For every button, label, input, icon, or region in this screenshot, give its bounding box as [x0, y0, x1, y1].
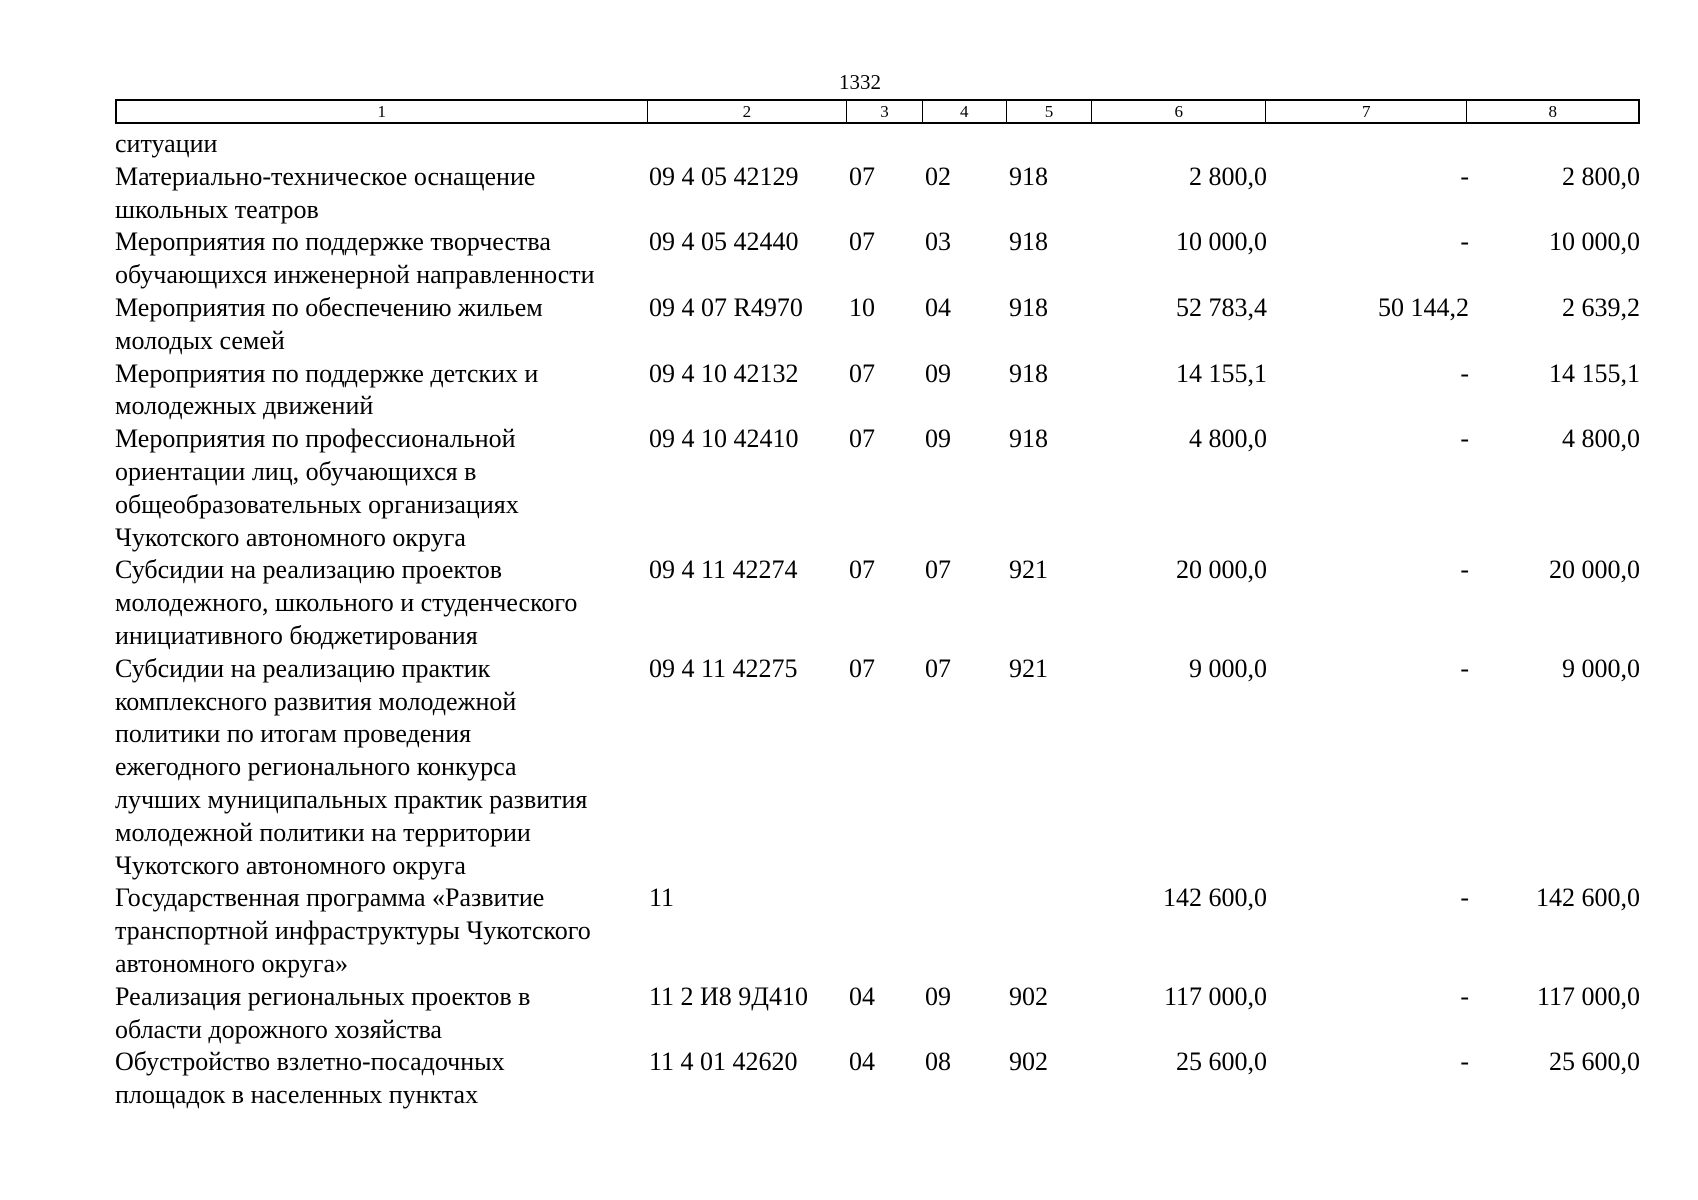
- row-name: Субсидии на реализацию практик комплексного развития молодежной политики по итогам проведения ежегодного регионального конкурса лучших муниципальных практик развития молодежной политики на территории Чукотского автономного округа: [115, 653, 588, 880]
- row-name: Мероприятия по обеспечению жильем молодых семей: [115, 292, 543, 355]
- budget-table-body: [115, 128, 1640, 1112]
- row-section: 10: [849, 292, 875, 322]
- row-name: Материально-техническое оснащение школьных театров: [115, 161, 536, 224]
- row-regional: 2 639,2: [1562, 292, 1640, 322]
- row-regional: 20 000,0: [1549, 555, 1640, 585]
- row-code: 09 4 05 42440: [649, 227, 799, 257]
- row-subsection: 08: [925, 1047, 951, 1077]
- row-regional: 142 600,0: [1536, 883, 1640, 913]
- header-cell-8: 8: [1548, 102, 1557, 121]
- row-department: [1007, 128, 1093, 161]
- table-row: [115, 292, 1640, 358]
- row-total: 142 600,0: [1163, 883, 1267, 913]
- row-subsection: 04: [925, 292, 951, 322]
- row-federal: -: [1460, 161, 1469, 191]
- row-total: 4 800,0: [1189, 424, 1267, 454]
- row-department: [1007, 882, 1093, 980]
- row-department: 902: [1009, 1047, 1048, 1077]
- row-name: ситуации: [115, 129, 218, 158]
- table-row: [115, 882, 1640, 980]
- row-section: 07: [849, 358, 875, 388]
- row-regional: 9 000,0: [1562, 653, 1640, 683]
- row-department: 918: [1009, 292, 1048, 322]
- row-code: 11: [649, 883, 675, 913]
- row-federal: -: [1460, 1047, 1469, 1077]
- row-federal: -: [1460, 883, 1469, 913]
- row-section: 07: [849, 653, 875, 683]
- row-section: 07: [849, 161, 875, 191]
- row-code: 09 4 07 R4970: [649, 292, 803, 322]
- row-code: 09 4 10 42410: [649, 424, 799, 454]
- row-department: 918: [1009, 358, 1048, 388]
- row-code: 09 4 11 42275: [649, 653, 798, 683]
- table-row: [115, 653, 1640, 883]
- row-total: 52 783,4: [1176, 292, 1267, 322]
- row-code: 09 4 05 42129: [649, 161, 799, 191]
- row-name: Мероприятия по поддержке творчества обучающихся инженерной направленности: [115, 227, 595, 290]
- row-total: 10 000,0: [1176, 227, 1267, 257]
- row-section: 07: [849, 555, 875, 585]
- column-number-header: [115, 99, 1640, 124]
- page-number: 1332: [839, 70, 881, 94]
- row-subsection: 09: [925, 424, 951, 454]
- row-federal: -: [1460, 424, 1469, 454]
- row-department: 902: [1009, 981, 1048, 1011]
- row-subsection: 07: [925, 555, 951, 585]
- row-code: [647, 128, 847, 161]
- row-department: 921: [1009, 555, 1048, 585]
- row-section: [847, 128, 923, 161]
- row-regional: 2 800,0: [1562, 161, 1640, 191]
- header-cell-4: 4: [923, 101, 1007, 122]
- row-total: [1093, 128, 1267, 161]
- table-row: [115, 128, 1640, 161]
- row-code: 09 4 11 42274: [649, 555, 798, 585]
- row-name: Мероприятия по профессиональной ориентации лиц, обучающихся в общеобразовательных организациях Чукотского автономного округа: [115, 424, 519, 552]
- row-code: 09 4 10 42132: [649, 358, 799, 388]
- row-department: 918: [1009, 424, 1048, 454]
- row-regional: 14 155,1: [1549, 358, 1640, 388]
- row-subsection: 02: [925, 161, 951, 191]
- row-total: 117 000,0: [1163, 981, 1267, 1011]
- table-row: [115, 226, 1640, 292]
- table-row: [115, 358, 1640, 424]
- row-section: 07: [849, 227, 875, 257]
- row-department: 921: [1009, 653, 1048, 683]
- row-code: 11 2 И8 9Д410: [649, 981, 809, 1011]
- row-total: 25 600,0: [1176, 1047, 1267, 1077]
- row-name: Государственная программа «Развитие транспортной инфраструктуры Чукотского автономного округа»: [115, 883, 591, 978]
- row-department: 918: [1009, 161, 1048, 191]
- header-cell-3: 3: [847, 101, 923, 122]
- row-subsection: 09: [925, 358, 951, 388]
- row-federal: -: [1460, 653, 1469, 683]
- header-cell-6: 6: [1092, 101, 1266, 122]
- header-cell-5: 5: [1007, 101, 1093, 122]
- header-cell-2: 2: [648, 101, 847, 122]
- row-regional: 4 800,0: [1562, 424, 1640, 454]
- table-row: [115, 981, 1640, 1047]
- row-total: 14 155,1: [1176, 358, 1267, 388]
- table-row: [115, 161, 1640, 227]
- table-row: [115, 554, 1640, 652]
- row-department: 918: [1009, 227, 1048, 257]
- row-subsection: 07: [925, 653, 951, 683]
- table-row: [115, 1046, 1640, 1112]
- table-row: [115, 423, 1640, 554]
- row-federal: -: [1460, 555, 1469, 585]
- row-subsection: 03: [925, 227, 951, 257]
- row-name: Мероприятия по поддержке детских и молодежных движений: [115, 358, 539, 421]
- row-section: 04: [849, 1047, 875, 1077]
- header-cell-1: 1: [117, 101, 648, 122]
- row-regional: 10 000,0: [1549, 227, 1640, 257]
- row-section: [847, 882, 923, 980]
- row-total: 20 000,0: [1176, 555, 1267, 585]
- row-subsection: [923, 128, 1007, 161]
- header-cell-7: 7: [1266, 101, 1467, 122]
- row-federal: [1267, 128, 1469, 161]
- row-federal: -: [1460, 358, 1469, 388]
- row-name: Реализация региональных проектов в области дорожного хозяйства: [115, 981, 531, 1044]
- row-total: 2 800,0: [1189, 161, 1267, 191]
- row-federal: 50 144,2: [1378, 292, 1469, 322]
- row-federal: -: [1460, 981, 1469, 1011]
- row-federal: -: [1460, 227, 1469, 257]
- row-subsection: [923, 882, 1007, 980]
- row-section: 07: [849, 424, 875, 454]
- row-total: 9 000,0: [1189, 653, 1267, 683]
- row-regional: 25 600,0: [1549, 1047, 1640, 1077]
- row-regional: 117 000,0: [1536, 981, 1640, 1011]
- row-name: Субсидии на реализацию проектов молодежного, школьного и студенческого инициативного бюджетирования: [115, 555, 578, 650]
- row-name: Обустройство взлетно-посадочных площадок в населенных пунктах: [115, 1047, 505, 1110]
- row-section: 04: [849, 981, 875, 1011]
- row-code: 11 4 01 42620: [649, 1047, 798, 1077]
- row-subsection: 09: [925, 981, 951, 1011]
- row-regional: [1469, 128, 1640, 161]
